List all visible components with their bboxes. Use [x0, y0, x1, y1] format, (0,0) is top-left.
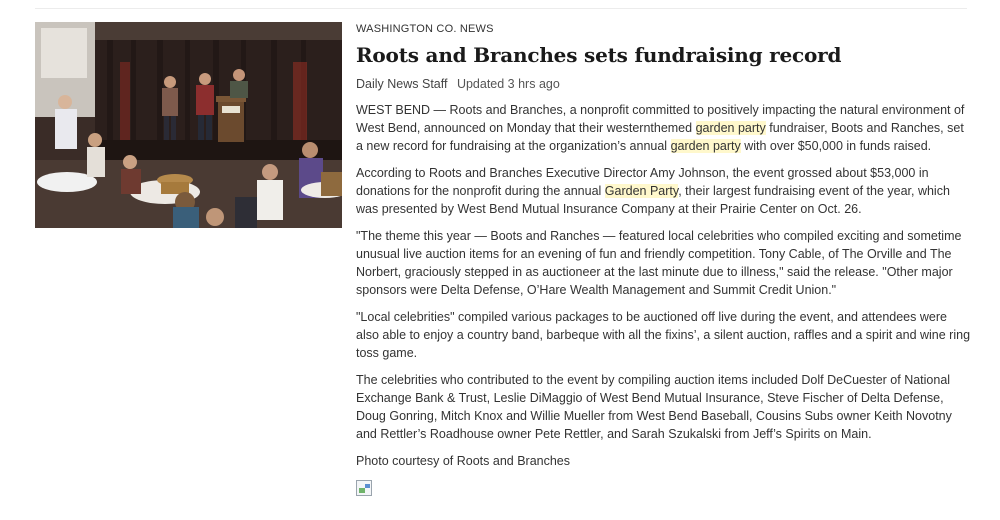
article-photo[interactable] [35, 22, 342, 228]
paragraph-3: "The theme this year — Boots and Ranches — featured local celebrities who compiled exciting and sometime unusual live auction items for an evening of fun and friendly competition. Tony Cable, of The Orville and The Norbert, graciously stepped in as auctioneer at the last minute due to illness," said the release. "Other major sponsors were Delta Defense, O’Hare Wealth Management and Summit Credit Union." [356, 229, 962, 297]
byline [356, 76, 971, 92]
paragraph-2-text-a: According to Roots and Branches Executive Director Amy Johnson, the event grossed about $53,000 in donations for the nonprofit during the annual [356, 166, 929, 198]
article-body [356, 101, 971, 470]
paragraph-2 [356, 164, 971, 218]
paragraph-1-text-a: WEST BEND — Roots and Branches, a nonprofit committed to positively impacting the natural environment of West Bend, announced on Monday that their westernthemed [356, 103, 965, 135]
byline-updated: Updated 3 hrs ago [456, 77, 560, 91]
paragraph-5: The celebrities who contributed to the event by compiling auction items included Dolf DeCuester of National Exchange Bank & Trust, Leslie DiMaggio of West Bend Mutual Insurance, Steve Fischer of Delta Defense, Doug Gonring, Mitch Knox and Willie Mueller from West Bend Baseball, Cousins Subs owner Keith Novotny and Rettler’s Roadhouse owner Pete Rettler, and Sarah Szukalski from Jeff’s Spirits on Main. [356, 373, 952, 441]
broken-image-icon[interactable] [356, 480, 372, 496]
paragraph-1-text-b: fundraiser, Boots and Ranches, set a new record for fundraising at the organization’s annual [356, 121, 964, 153]
highlight-term: garden party [670, 139, 741, 153]
photo-credit: Photo courtesy of Roots and Branches [356, 454, 571, 468]
event-photo-illustration [35, 22, 342, 228]
headline[interactable]: Roots and Branches sets fundraising record [356, 43, 842, 67]
paragraph-1-text-c: with over $50,000 in funds raised. [740, 139, 932, 153]
highlight-term: garden party [695, 121, 766, 135]
article [356, 22, 971, 496]
paragraph-1 [356, 101, 971, 155]
paragraph-2-text-b: , their largest fundraising event of the year, which was presented by West Bend Mutual Insurance Company at their Prairie Center on Oct. 26. [356, 184, 950, 216]
section-label[interactable]: WASHINGTON CO. NEWS [356, 23, 494, 35]
paragraph-4: "Local celebrities" compiled various packages to be auctioned off live during the event, and attendees were also able to enjoy a country band, barbeque with all the fixins’, a silent auction, raffles and a spirit and wine ring toss game. [356, 310, 971, 360]
top-divider [35, 8, 967, 9]
highlight-term: Garden Party [604, 184, 679, 198]
byline-author[interactable]: Daily News Staff [356, 77, 448, 91]
